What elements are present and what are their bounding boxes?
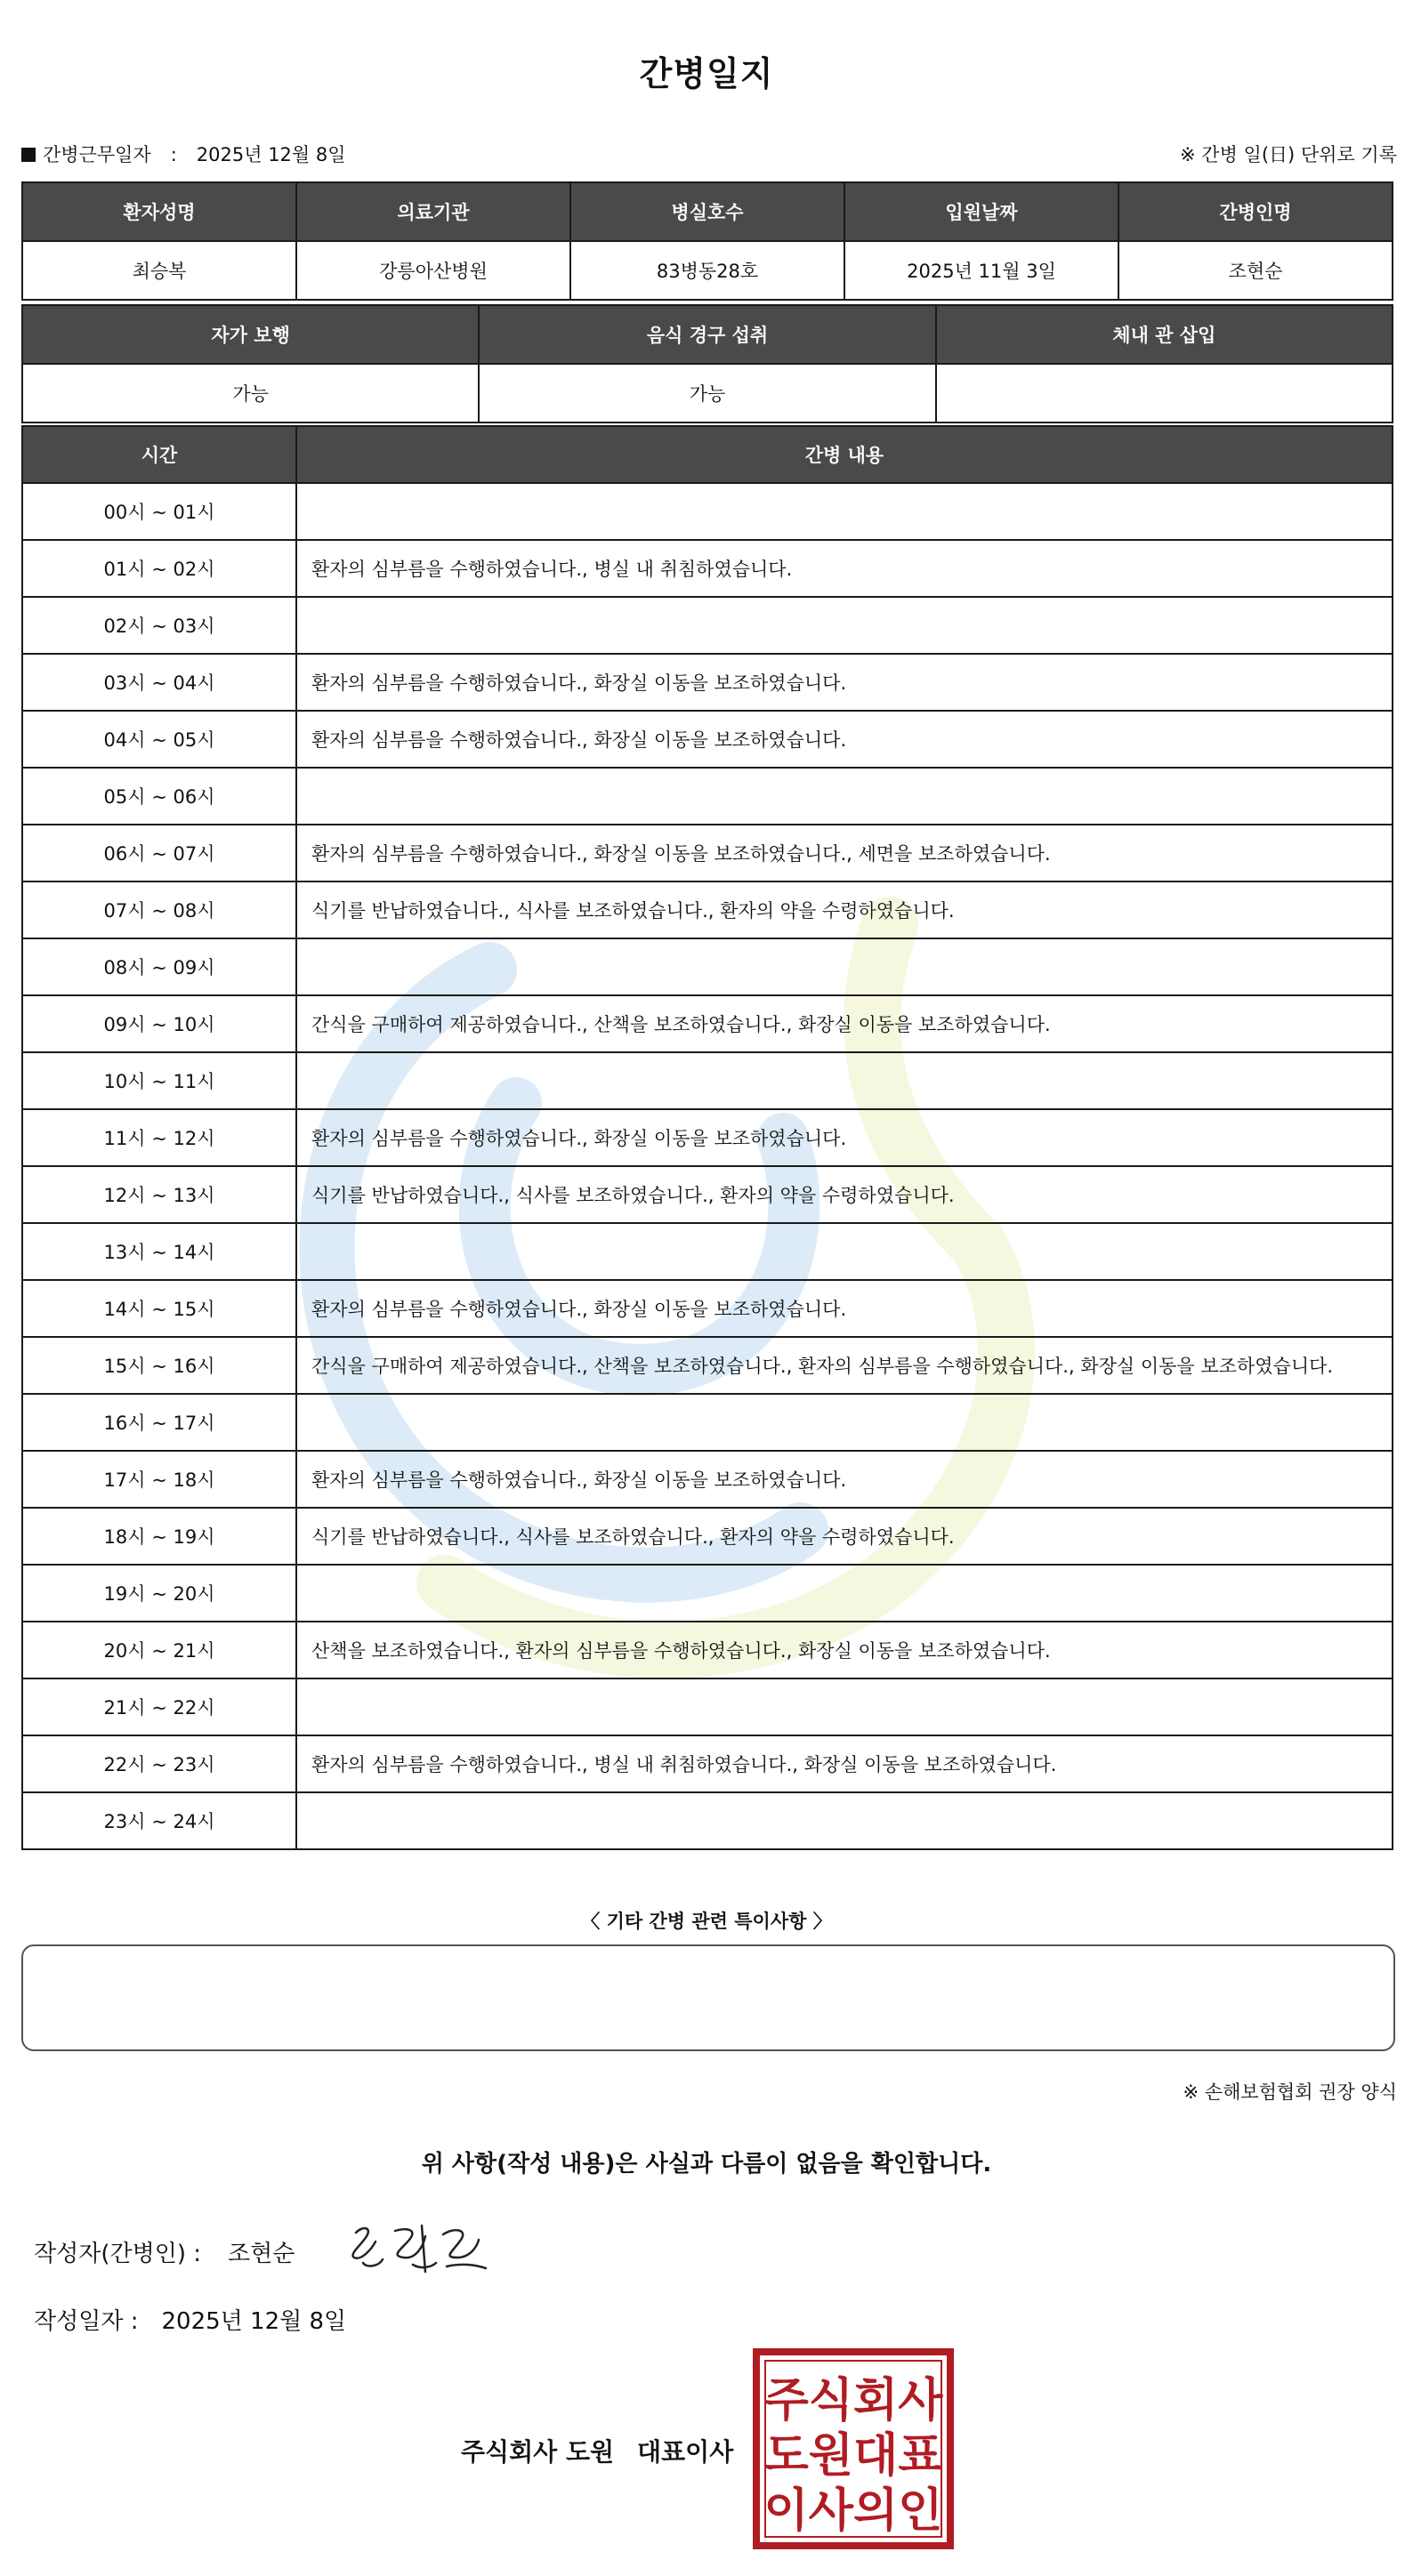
content-cell xyxy=(296,1052,1393,1109)
time-cell: 10시 ~ 11시 xyxy=(22,1052,296,1109)
content-cell: 식기를 반납하였습니다., 식사를 보조하였습니다., 환자의 약을 수령하였습니다. xyxy=(296,1166,1393,1223)
content-cell xyxy=(296,597,1393,654)
time-cell: 15시 ~ 16시 xyxy=(22,1337,296,1394)
work-date-label: 간병근무일자 xyxy=(43,144,151,165)
header-caregiver-name: 간병인명 xyxy=(1118,182,1393,241)
company-role: 대표이사 xyxy=(637,2437,734,2467)
time-cell: 08시 ~ 09시 xyxy=(22,938,296,995)
time-cell: 14시 ~ 15시 xyxy=(22,1280,296,1337)
patient-info-header-row xyxy=(22,182,1393,241)
table-row xyxy=(22,711,1393,768)
hospital: 강릉아산병원 xyxy=(296,241,570,300)
table-row xyxy=(22,597,1393,654)
written-date-value: 2025년 12월 8일 xyxy=(161,2308,347,2335)
company-name: 주식회사 도원 xyxy=(461,2437,615,2467)
table-row xyxy=(22,1223,1393,1280)
content-cell xyxy=(296,1678,1393,1735)
time-cell: 23시 ~ 24시 xyxy=(22,1792,296,1849)
association-note: ※ 손해보험협회 권장 양식 xyxy=(1183,2081,1397,2103)
time-cell: 07시 ~ 08시 xyxy=(22,881,296,938)
time-cell: 20시 ~ 21시 xyxy=(22,1622,296,1678)
patient-name: 최승복 xyxy=(22,241,296,300)
content-cell xyxy=(296,768,1393,825)
header-self-walking: 자가 보행 xyxy=(22,305,479,364)
content-cell: 간식을 구매하여 제공하였습니다., 산책을 보조하였습니다., 화장실 이동을 보조하였습니다. xyxy=(296,995,1393,1052)
table-row xyxy=(22,1565,1393,1622)
other-notes-title: 〈 기타 간병 관련 특이사항 〉 xyxy=(581,1911,832,1932)
table-row xyxy=(22,1735,1393,1792)
seal-row-1: 주식회사 xyxy=(763,2374,943,2427)
time-cell: 01시 ~ 02시 xyxy=(22,540,296,597)
writer-label: 작성자(간병인) : xyxy=(34,2241,202,2267)
other-notes-box xyxy=(21,1944,1395,2051)
table-row xyxy=(22,1792,1393,1849)
header-care-content: 간병 내용 xyxy=(296,426,1393,483)
seal-row-2: 도원대표 xyxy=(763,2429,943,2483)
table-row xyxy=(22,1052,1393,1109)
time-cell: 06시 ~ 07시 xyxy=(22,825,296,881)
table-row xyxy=(22,825,1393,881)
admission-date: 2025년 11월 3일 xyxy=(844,241,1118,300)
header-admission-date: 입원날짜 xyxy=(844,182,1118,241)
tube-insertion xyxy=(936,364,1393,423)
status-table xyxy=(21,304,1393,423)
table-row xyxy=(22,1280,1393,1337)
content-cell xyxy=(296,483,1393,540)
table-row xyxy=(22,483,1393,540)
content-cell: 환자의 심부름을 수행하였습니다., 화장실 이동을 보조하였습니다. xyxy=(296,1280,1393,1337)
care-log-header-row xyxy=(22,426,1393,483)
header-hospital: 의료기관 xyxy=(296,182,570,241)
table-row xyxy=(22,881,1393,938)
header-time: 시간 xyxy=(22,426,296,483)
work-date xyxy=(21,141,346,167)
time-cell: 04시 ~ 05시 xyxy=(22,711,296,768)
content-cell: 간식을 구매하여 제공하였습니다., 산책을 보조하였습니다., 환자의 심부름을 수행하였습니다., 화장실 이동을 보조하였습니다. xyxy=(296,1337,1393,1394)
content-cell: 환자의 심부름을 수행하였습니다., 화장실 이동을 보조하였습니다. xyxy=(296,1109,1393,1166)
company-seal xyxy=(753,2348,954,2549)
caregiver-name: 조현순 xyxy=(1118,241,1393,300)
time-cell: 21시 ~ 22시 xyxy=(22,1678,296,1735)
page-title: 간병일지 xyxy=(639,54,774,93)
table-row xyxy=(22,1678,1393,1735)
time-cell: 05시 ~ 06시 xyxy=(22,768,296,825)
content-cell: 식기를 반납하였습니다., 식사를 보조하였습니다., 환자의 약을 수령하였습니다. xyxy=(296,881,1393,938)
content-cell: 식기를 반납하였습니다., 식사를 보조하였습니다., 환자의 약을 수령하였습니다. xyxy=(296,1508,1393,1565)
header-oral-intake: 음식 경구 섭취 xyxy=(479,305,935,364)
table-row xyxy=(22,1622,1393,1678)
status-header-row xyxy=(22,305,1393,364)
header-tube-insertion: 체내 관 삽입 xyxy=(936,305,1393,364)
content-cell xyxy=(296,1394,1393,1451)
time-cell: 03시 ~ 04시 xyxy=(22,654,296,711)
table-row xyxy=(22,654,1393,711)
content-cell xyxy=(296,1792,1393,1849)
content-cell: 환자의 심부름을 수행하였습니다., 병실 내 취침하였습니다., 화장실 이동을 보조하였습니다. xyxy=(296,1735,1393,1792)
signature xyxy=(336,2213,497,2284)
content-cell: 환자의 심부름을 수행하였습니다., 화장실 이동을 보조하였습니다. xyxy=(296,1451,1393,1508)
oral-intake: 가능 xyxy=(479,364,935,423)
table-row xyxy=(22,1337,1393,1394)
content-cell: 환자의 심부름을 수행하였습니다., 화장실 이동을 보조하였습니다. xyxy=(296,654,1393,711)
content-cell: 환자의 심부름을 수행하였습니다., 병실 내 취침하였습니다. xyxy=(296,540,1393,597)
writer-name: 조현순 xyxy=(228,2241,295,2267)
time-cell: 18시 ~ 19시 xyxy=(22,1508,296,1565)
time-cell: 16시 ~ 17시 xyxy=(22,1394,296,1451)
table-row xyxy=(22,1451,1393,1508)
time-cell: 19시 ~ 20시 xyxy=(22,1565,296,1622)
time-cell: 22시 ~ 23시 xyxy=(22,1735,296,1792)
table-row xyxy=(22,1394,1393,1451)
table-row xyxy=(22,540,1393,597)
writer-line xyxy=(34,2235,295,2268)
seal-row-3: 이사의인 xyxy=(763,2484,943,2538)
table-row xyxy=(22,1166,1393,1223)
work-date-colon: : xyxy=(170,144,177,165)
header-patient-name: 환자성명 xyxy=(22,182,296,241)
patient-info-value-row xyxy=(22,241,1393,300)
header-room: 병실호수 xyxy=(570,182,844,241)
status-value-row xyxy=(22,364,1393,423)
care-log-table xyxy=(21,425,1393,1850)
content-cell xyxy=(296,1565,1393,1622)
time-cell: 00시 ~ 01시 xyxy=(22,483,296,540)
table-row xyxy=(22,768,1393,825)
company-line xyxy=(461,2433,733,2468)
time-cell: 17시 ~ 18시 xyxy=(22,1451,296,1508)
content-cell: 산책을 보조하였습니다., 환자의 심부름을 수행하였습니다., 화장실 이동을 보조하였습니다. xyxy=(296,1622,1393,1678)
content-cell: 환자의 심부름을 수행하였습니다., 화장실 이동을 보조하였습니다., 세면을 보조하였습니다. xyxy=(296,825,1393,881)
time-cell: 11시 ~ 12시 xyxy=(22,1109,296,1166)
content-cell xyxy=(296,938,1393,995)
unit-note: ※ 간병 일(日) 단위로 기록 xyxy=(1180,144,1397,165)
work-date-value: 2025년 12월 8일 xyxy=(196,144,346,165)
time-cell: 13시 ~ 14시 xyxy=(22,1223,296,1280)
written-date-line xyxy=(34,2303,346,2336)
patient-info-table xyxy=(21,181,1393,301)
table-row xyxy=(22,938,1393,995)
confirmation-statement: 위 사항(작성 내용)은 사실과 다름이 없음을 확인합니다. xyxy=(421,2151,992,2178)
written-date-label: 작성일자 : xyxy=(34,2308,139,2335)
table-row xyxy=(22,995,1393,1052)
content-cell: 환자의 심부름을 수행하였습니다., 화장실 이동을 보조하였습니다. xyxy=(296,711,1393,768)
time-cell: 09시 ~ 10시 xyxy=(22,995,296,1052)
room: 83병동28호 xyxy=(570,241,844,300)
self-walking: 가능 xyxy=(22,364,479,423)
time-cell: 12시 ~ 13시 xyxy=(22,1166,296,1223)
table-row xyxy=(22,1109,1393,1166)
table-row xyxy=(22,1508,1393,1565)
square-bullet-icon xyxy=(21,148,36,162)
content-cell xyxy=(296,1223,1393,1280)
time-cell: 02시 ~ 03시 xyxy=(22,597,296,654)
